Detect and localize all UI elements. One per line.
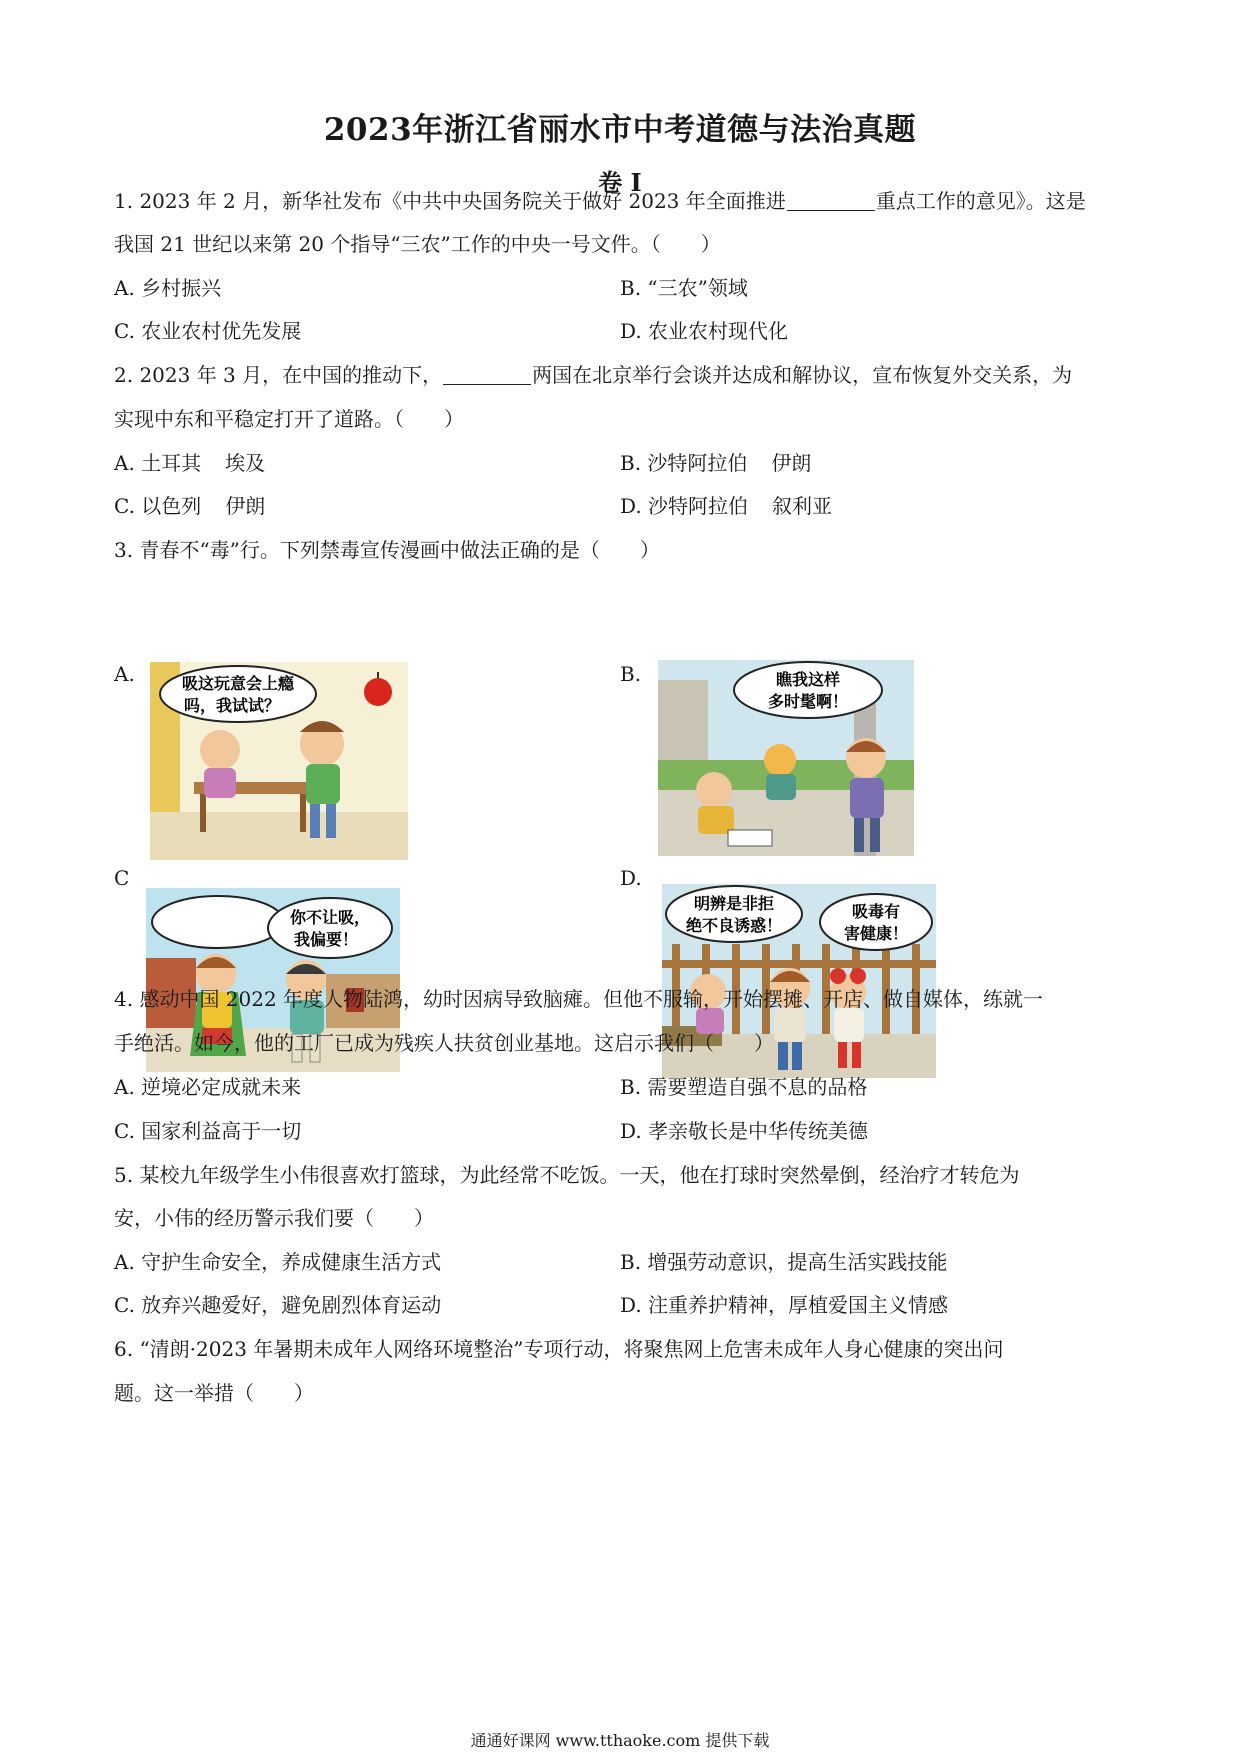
q1-stem-part-a: 1. 2023 年 2 月，新华社发布《中共中央国务院关于做好 2023 年全面推进 [114,189,786,213]
speech-bubble [268,898,392,958]
character-boy-left [200,730,240,770]
q2-option-b-part1: B. 沙特阿拉伯 [620,451,748,475]
page-footer: 通通好课网 www.tthaoke.com 提供下载 [470,1731,770,1750]
comic-c-text-1: 你不让吸， [289,908,371,927]
q2-option-b [620,450,811,476]
q5-option-a: A. 守护生命安全，养成健康生活方式 [114,1250,442,1274]
comic-d-text-2: 绝不良诱惑！ [685,916,783,935]
comic-b [658,660,914,856]
q2-stem-part-b: 两国在北京举行会谈并达成和解协议，宣布恢复外交关系，为 [532,363,1073,387]
q4-stem-line1: 4. 感动中国 2022 年度人物陆鸿，幼时因病导致脑瘫。但他不服输，开始摆摊、开店、做自媒体，练就一 [114,987,1044,1011]
q2-option-b-part2: 伊朗 [771,451,812,475]
q2-option-c-part1: C. 以色列 [114,494,202,518]
q2-option-a [114,450,265,476]
empty-speech-bubble [152,896,284,948]
section-title: 卷 I [598,168,642,197]
q1-option-b: B. “三农”领域 [620,276,748,300]
character-sitting [764,744,796,776]
q1-stem-line1 [114,188,1086,214]
comic-a-text-2: 吗，我试试？ [183,696,281,715]
q2-option-d-part2: 叙利亚 [772,494,833,518]
q3-stem: 3. 青春不“毒”行。下列禁毒宣传漫画中做法正确的是（ ） [114,538,660,562]
q1-blank [787,190,875,211]
q2-option-a-part2: 埃及 [225,451,266,475]
q3-label-d: D. [620,866,642,890]
q2-stem-line2: 实现中东和平稳定打开了道路。（ ） [114,407,464,431]
q1-stem-part-b: 重点工作的意见》。这是 [875,189,1086,213]
lantern-icon [364,678,392,706]
q2-stem-part-a: 2. 2023 年 3 月，在中国的推动下， [114,363,443,387]
q5-option-c: C. 放弃兴趣爱好，避免剧烈体育运动 [114,1293,442,1317]
q1-stem-line2: 我国 21 世纪以来第 20 个指导“三农”工作的中央一号文件。（ ） [114,232,721,256]
q5-stem-line2: 安，小伟的经历警示我们要（ ） [114,1206,434,1230]
q3-label-b: B. [620,662,642,686]
q2-blank [443,364,531,385]
q5-stem-line1: 5. 某校九年级学生小伟很喜欢打篮球，为此经常不吃饭。一天，他在打球时突然晕倒，经治疗才转危为 [114,1163,1020,1187]
q2-option-c-part2: 伊朗 [225,494,266,518]
comic-d-text-4: 害健康！ [843,924,909,943]
comic-a-text-1: 吸这玩意会上瘾 [181,674,295,693]
q2-option-c [114,493,265,519]
q6-stem-line2: 题。这一举措（ ） [114,1381,314,1405]
character-drawing [696,772,732,808]
page-title: 2023年浙江省丽水市中考道德与法治真题 [323,112,917,148]
comic-d-text-1: 明辨是非拒 [693,894,775,913]
q1-option-a: A. 乡村振兴 [114,276,222,300]
q1-option-c: C. 农业农村优先发展 [114,319,302,343]
comic-b-text-1: 瞧我这样 [775,670,841,689]
comic-d-text-3: 吸毒有 [851,902,901,921]
q5-option-d: D. 注重养护精神，厚植爱国主义情感 [620,1293,949,1317]
q3-label-a: A. [114,662,135,686]
q4-option-b: B. 需要塑造自强不息的品格 [620,1075,868,1099]
comic-b-text-2: 多时髦啊！ [767,692,849,711]
q3-label-c: C [114,866,130,890]
q4-option-d: D. 孝亲敬长是中华传统美德 [620,1119,869,1143]
q2-stem-line1 [114,362,1072,388]
q2-option-d-part1: D. 沙特阿拉伯 [620,494,749,518]
q2-option-d [620,493,832,519]
q4-option-c: C. 国家利益高于一切 [114,1119,302,1143]
comic-c-text-2: 我偏要！ [293,930,359,949]
q6-stem-line1: 6. “清朗·2023 年暑期未成年人网络环境整治”专项行动，将聚焦网上危害未成年人身心健康的突出问 [114,1337,1004,1361]
q4-option-a: A. 逆境必定成就未来 [114,1075,302,1099]
q5-option-b: B. 增强劳动意识，提高生活实践技能 [620,1250,948,1274]
q1-option-d: D. 农业农村现代化 [620,319,789,343]
q2-option-a-part1: A. 土耳其 [114,451,202,475]
comic-a [150,662,408,860]
q4-stem-line2: 手绝活。如今，他的工厂已成为残疾人扶贫创业基地。这启示我们（ ） [114,1031,774,1055]
